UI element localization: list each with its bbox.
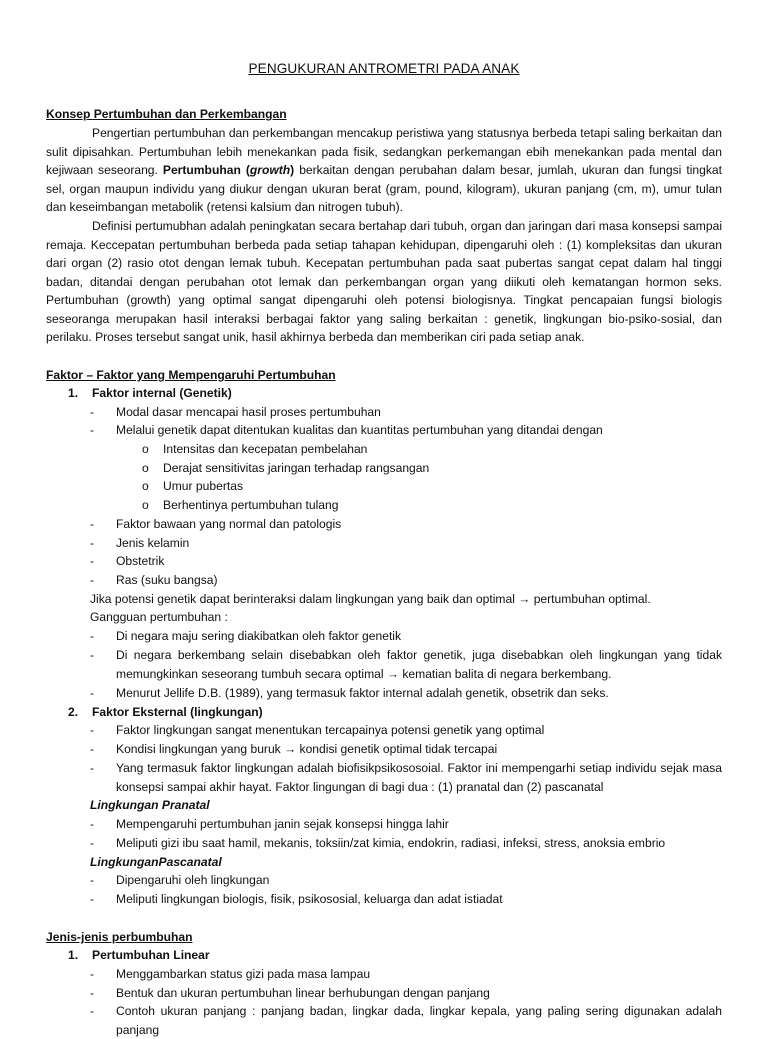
section-heading-faktor: Faktor – Faktor yang Mempengaruhi Pertumbuhan <box>46 368 336 382</box>
list-item: - Obstetrik <box>90 554 165 568</box>
list-item: - Mempengaruhi pertumbuhan janin sejak konsepsi hingga lahir <box>90 817 449 831</box>
list-item: - Contoh ukuran panjang : panjang badan, lingkar dada, lingkar kepala, yang paling sering digunakan adalah panjang <box>90 1004 722 1037</box>
note-genetik-optimal: Jika potensi genetik dapat berinteraksi dalam lingkungan yang baik dan optimal → pertumbuhan optimal. <box>90 592 651 606</box>
list-item: - Meliputi gizi ibu saat hamil, mekanis, toksiin/zat kimia, endokrin, radiasi, infeksi, stress, anoksia embrio <box>90 836 666 850</box>
list-item: - Di negara maju sering diakibatkan oleh faktor genetik <box>90 629 402 643</box>
sub-list-item: o Berhentinya pertumbuhan tulang <box>142 498 339 512</box>
list-item: - Menurut Jellife D.B. (1989), yang termasuk faktor internal adalah genetik, obsetrik dan seks. <box>90 686 609 700</box>
document-title: PENGUKURAN ANTROMETRI PADA ANAK <box>248 61 520 76</box>
list-item: - Meliputi lingkungan biologis, fisik, psikososial, keluarga dan adat istiadat <box>90 892 503 906</box>
sub-list-item: o Derajat sensitivitas jaringan terhadap rangsangan <box>142 461 430 475</box>
list-item: - Jenis kelamin <box>90 536 190 550</box>
list-item: - Modal dasar mencapai hasil proses pertumbuhan <box>90 405 381 419</box>
list-item: - Dipengaruhi oleh lingkungan <box>90 873 270 887</box>
list-item: - Faktor lingkungan sangat menentukan tercapainya potensi genetik yang optimal <box>90 723 545 737</box>
list-item: - Ras (suku bangsa) <box>90 573 218 587</box>
list-item: - Kondisi lingkungan yang buruk → kondisi genetik optimal tidak tercapai <box>90 742 498 756</box>
note-gangguan: Gangguan pertumbuhan : <box>90 610 228 624</box>
pertumbuhan-linear-heading: 1. Pertumbuhan Linear <box>68 948 210 962</box>
list-item: - Di negara berkembang selain disebabkan oleh faktor genetik, juga disebabkan oleh lingkungan yang tidak memungkinkan seseorang tumbuh secara optimal → kematian balita di negara berkembang. <box>90 648 722 681</box>
section-heading-jenis: Jenis-jenis perbumbuhan <box>46 930 193 944</box>
list-item: - Bentuk dan ukuran pertumbuhan linear berhubungan dengan panjang <box>90 986 490 1000</box>
pranatal-heading: Lingkungan Pranatal <box>90 798 210 812</box>
list-item: - Yang termasuk faktor lingkungan adalah biofisikpsikososoial. Faktor ini mempengarhi setiap individu sejak masa konsepsi sampai akhir hayat. Faktor lingungan di bagi dua : (1) pranatal dan (2) pascanatal <box>90 761 722 794</box>
sub-list-item: o Intensitas dan kecepatan pembelahan <box>142 442 368 456</box>
paragraph-konsep-1: Pengertian pertumbuhan dan perkembangan mencakup peristiwa yang statusnya berbeda tetapi saling berkaitan dan sulit dipisahkan. Pertumbuhan lebih menekankan pada fisik, sedangkan perkemangan ebih menekankan pada mental dan kejiwaan seseorang. Pertumbuhan (growth) berkaitan dengan perubahan dalam besar, jumlah, ukuran dan fungsi tingkat sel, organ maupun individu yang diukur dengan ukuran berat (gram, pound, kilogram), ukuran panjang (cm, m), umur tulan dan keseimbangan metabolik (retensi kalsium dan nitrogen tubuh). <box>46 126 722 214</box>
faktor-internal-heading: 1. Faktor internal (Genetik) <box>68 386 232 400</box>
list-item: - Menggambarkan status gizi pada masa lampau <box>90 967 371 981</box>
paragraph-konsep-2: Definisi pertumubhan adalah peningkatan secara bertahap dari tubuh, organ dan jaringan dari masa konsepsi sampai remaja. Keccepatan pertumbuhan berbeda pada setiap tahapan kehidupan, dipengaruhi oleh : (1) kompleksitas dan ukuran dari organ (2) rasio otot dengan lemak tubuh. Kecepatan pertumbuhan pada saat pubertas sangat cepat dalam hal tinggi badan, ditandai dengan perubahan otot lemak dan perkembangan organ yang diikuti oleh kematangan hormon seks. Pertumbuhan (growth) yang optimal sangat dipengaruhi oleh potensi biologisnya. Tingkat pencapaian fungsi biologis seseoranga merupakan hasil interaksi berbagai faktor yang saling berkaitan : genetik, lingkungan bio-psiko-sosial, dan perilaku. Proses tersebut sangat unik, hasil akhirnya berbeda dan memberikan ciri pada setiap anak. <box>46 219 722 344</box>
faktor-eksternal-heading: 2. Faktor Eksternal (lingkungan) <box>68 705 263 719</box>
list-item: - Faktor bawaan yang normal dan patologis <box>90 517 342 531</box>
section-heading-konsep: Konsep Pertumbuhan dan Perkembangan <box>46 107 287 121</box>
list-item: - Melalui genetik dapat ditentukan kualitas dan kuantitas pertumbuhan yang ditandai dengan <box>90 423 603 437</box>
pascanatal-heading: LingkunganPascanatal <box>90 855 222 869</box>
sub-list-item: o Umur pubertas <box>142 479 243 493</box>
